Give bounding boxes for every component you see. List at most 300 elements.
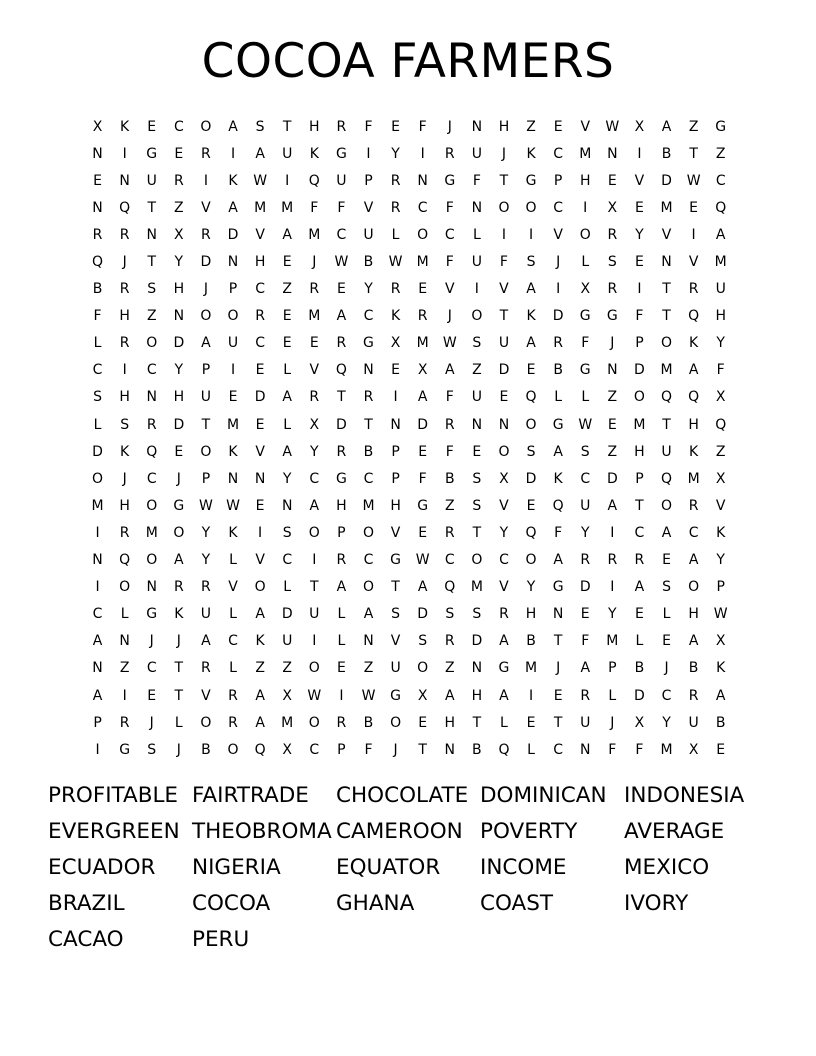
word-list-item: COAST	[480, 891, 554, 916]
grid-letter: T	[174, 660, 184, 677]
grid-letter: I	[285, 172, 290, 189]
grid-letter: R	[390, 172, 401, 189]
grid-letter: L	[229, 606, 237, 623]
grid-letter: I	[528, 226, 534, 243]
grid-letter: R	[444, 145, 455, 162]
grid-letter: A	[553, 443, 563, 460]
grid-letter: A	[228, 118, 238, 135]
grid-letter: J	[664, 660, 669, 677]
grid-row	[84, 465, 735, 492]
grid-letter: R	[688, 687, 699, 704]
grid-letter: W	[686, 172, 701, 189]
grid-letter: C	[688, 524, 699, 541]
grid-letter: A	[336, 579, 347, 596]
grid-letter: J	[176, 741, 181, 758]
grid-letter: O	[308, 524, 320, 541]
grid-letter: I	[637, 281, 642, 298]
grid-letter: E	[526, 714, 536, 731]
grid-letter: E	[526, 362, 536, 379]
grid-letter: V	[201, 199, 211, 216]
grid-letter: E	[174, 145, 184, 162]
grid-letter: T	[201, 416, 211, 433]
grid-letter: J	[447, 308, 452, 325]
grid-letter: V	[634, 172, 645, 189]
grid-letter: J	[610, 714, 615, 731]
grid-letter: N	[607, 145, 618, 162]
grid-letter: U	[471, 145, 482, 162]
grid-letter: U	[580, 714, 591, 731]
grid-letter: J	[176, 633, 181, 650]
grid-letter: G	[498, 660, 510, 677]
grid-letter: K	[390, 308, 401, 325]
grid-letter: E	[228, 389, 238, 406]
grid-letter: M	[660, 199, 673, 216]
grid-letter: F	[635, 741, 644, 758]
grid-letter: L	[581, 254, 590, 271]
grid-letter: L	[662, 606, 671, 623]
grid-letter: W	[442, 335, 457, 352]
grid-letter: O	[308, 714, 320, 731]
grid-letter: F	[418, 470, 427, 487]
grid-letter: T	[310, 579, 319, 596]
grid-letter: F	[93, 308, 102, 325]
grid-letter: R	[201, 579, 211, 596]
grid-letter: N	[227, 254, 239, 271]
grid-letter: C	[282, 552, 293, 569]
grid-letter: E	[93, 172, 102, 189]
grid-letter: I	[258, 524, 263, 541]
grid-letter: K	[689, 443, 699, 460]
grid-letter: Q	[444, 579, 456, 596]
grid-letter: G	[552, 579, 564, 596]
grid-letter: O	[525, 199, 537, 216]
grid-letter: P	[201, 362, 211, 379]
grid-letter: T	[391, 579, 400, 596]
grid-letter: D	[173, 416, 185, 433]
grid-letter: M	[416, 335, 429, 352]
word-list-item: INCOME	[480, 855, 567, 880]
grid-letter: E	[580, 606, 590, 623]
grid-letter: N	[552, 606, 564, 623]
grid-letter: F	[635, 308, 644, 325]
grid-letter: N	[146, 226, 157, 243]
grid-letter: E	[391, 362, 400, 379]
grid-letter: D	[336, 416, 347, 433]
grid-letter: C	[255, 281, 265, 298]
grid-letter: S	[391, 606, 401, 623]
word-list-item: NIGERIA	[192, 855, 281, 880]
letter-grid	[84, 113, 735, 763]
grid-letter: S	[147, 741, 157, 758]
grid-letter: R	[363, 389, 374, 406]
grid-letter: A	[526, 335, 536, 352]
grid-letter: N	[607, 362, 618, 379]
grid-letter: T	[472, 714, 482, 731]
grid-letter: E	[418, 714, 428, 731]
grid-letter: L	[337, 606, 346, 623]
grid-letter: M	[633, 416, 646, 433]
grid-letter: E	[499, 389, 509, 406]
grid-letter: U	[661, 443, 672, 460]
grid-letter: X	[715, 633, 726, 650]
grid-letter: J	[122, 254, 127, 271]
grid-letter: X	[417, 362, 428, 379]
word-list-item: IVORY	[624, 891, 689, 916]
grid-letter: T	[553, 633, 563, 650]
grid-letter: R	[119, 335, 130, 352]
grid-letter: S	[472, 470, 482, 487]
grid-letter: Z	[363, 660, 374, 677]
grid-letter: B	[363, 443, 374, 460]
grid-letter: I	[366, 145, 371, 162]
grid-letter: G	[552, 416, 564, 433]
grid-letter: E	[147, 687, 157, 704]
grid-letter: C	[255, 335, 265, 352]
grid-letter: H	[688, 416, 699, 433]
grid-letter: I	[528, 687, 534, 704]
grid-letter: T	[418, 741, 427, 758]
grid-letter: H	[173, 389, 185, 406]
grid-letter: F	[445, 443, 454, 460]
grid-letter: X	[282, 687, 292, 704]
grid-letter: N	[498, 416, 510, 433]
grid-letter: T	[174, 687, 184, 704]
grid-letter: Q	[119, 199, 131, 216]
grid-letter: J	[203, 281, 208, 298]
grid-letter: I	[95, 741, 100, 758]
grid-letter: V	[715, 497, 726, 514]
grid-letter: D	[634, 362, 645, 379]
grid-letter: L	[581, 389, 590, 406]
grid-letter: N	[390, 416, 401, 433]
grid-letter: A	[255, 687, 265, 704]
grid-letter: Y	[716, 335, 725, 352]
grid-letter: S	[662, 579, 671, 596]
grid-letter: X	[688, 741, 699, 758]
grid-letter: A	[92, 633, 103, 650]
grid-letter: L	[337, 633, 346, 650]
grid-letter: T	[364, 416, 373, 433]
grid-letter: M	[226, 416, 240, 433]
grid-letter: S	[580, 443, 590, 460]
word-list-item: FAIRTRADE	[192, 783, 309, 808]
grid-letter: R	[553, 335, 563, 352]
grid-letter: N	[363, 633, 374, 650]
grid-letter: C	[363, 552, 374, 569]
grid-letter: D	[606, 470, 618, 487]
word-list	[48, 778, 768, 958]
grid-letter: A	[201, 335, 211, 352]
grid-letter: F	[364, 741, 373, 758]
grid-letter: M	[145, 524, 158, 541]
grid-letter: X	[390, 335, 401, 352]
grid-letter: Q	[715, 199, 727, 216]
grid-letter: M	[281, 199, 294, 216]
grid-letter: O	[308, 660, 320, 677]
grid-letter: Q	[661, 389, 673, 406]
grid-letter: K	[526, 145, 536, 162]
page-title: COCOA FARMERS	[201, 34, 615, 89]
grid-row	[84, 194, 735, 221]
grid-letter: E	[418, 281, 428, 298]
grid-letter: Y	[310, 443, 319, 460]
grid-letter: O	[579, 226, 591, 243]
word-list-item: EVERGREEN	[48, 819, 180, 844]
grid-letter: S	[607, 254, 617, 271]
grid-letter: D	[634, 687, 645, 704]
grid-letter: F	[364, 118, 373, 135]
grid-letter: P	[391, 470, 400, 487]
grid-letter: J	[610, 335, 615, 352]
grid-row	[84, 411, 735, 438]
grid-letter: L	[554, 389, 563, 406]
grid-letter: U	[390, 660, 401, 677]
grid-letter: N	[471, 199, 483, 216]
grid-letter: G	[390, 552, 401, 569]
grid-letter: Y	[174, 254, 184, 271]
grid-letter: L	[229, 660, 237, 677]
grid-letter: M	[308, 308, 321, 325]
grid-letter: F	[337, 199, 346, 216]
grid-row	[84, 276, 735, 303]
grid-letter: Y	[364, 281, 373, 298]
grid-letter: E	[634, 254, 644, 271]
grid-row	[84, 167, 735, 194]
grid-letter: R	[607, 281, 618, 298]
grid-letter: R	[201, 226, 211, 243]
grid-letter: H	[173, 281, 185, 298]
grid-letter: I	[583, 199, 588, 216]
grid-letter: E	[174, 443, 184, 460]
grid-letter: Q	[335, 362, 347, 379]
grid-letter: E	[607, 172, 617, 189]
grid-letter: V	[499, 579, 509, 596]
grid-letter: L	[283, 416, 292, 433]
grid-letter: O	[471, 552, 483, 569]
grid-letter: B	[472, 741, 482, 758]
grid-letter: V	[255, 443, 265, 460]
grid-letter: R	[309, 281, 320, 298]
grid-letter: A	[92, 687, 103, 704]
grid-letter: E	[553, 118, 563, 135]
grid-letter: O	[200, 714, 212, 731]
grid-letter: R	[173, 579, 184, 596]
word-list-item: PERU	[192, 927, 250, 952]
grid-letter: K	[120, 118, 130, 135]
grid-row	[84, 547, 735, 574]
grid-letter: Z	[444, 660, 455, 677]
grid-letter: C	[309, 470, 320, 487]
grid-letter: A	[417, 389, 428, 406]
grid-letter: Z	[119, 660, 130, 677]
grid-letter: K	[228, 443, 238, 460]
grid-letter: R	[336, 443, 347, 460]
grid-letter: R	[92, 226, 103, 243]
grid-letter: Q	[525, 524, 537, 541]
grid-letter: C	[336, 226, 347, 243]
grid-letter: T	[472, 524, 482, 541]
grid-letter: O	[119, 579, 131, 596]
grid-letter: A	[255, 714, 265, 731]
grid-letter: B	[92, 281, 103, 298]
grid-row	[84, 601, 735, 628]
grid-letter: G	[146, 145, 158, 162]
grid-letter: D	[417, 606, 429, 623]
grid-letter: R	[444, 416, 455, 433]
grid-letter: K	[553, 470, 563, 487]
grid-letter: G	[173, 497, 185, 514]
grid-letter: B	[201, 741, 211, 758]
grid-letter: R	[580, 552, 591, 569]
grid-letter: V	[255, 226, 265, 243]
grid-letter: D	[92, 443, 103, 460]
grid-letter: X	[607, 199, 618, 216]
grid-letter: K	[120, 443, 130, 460]
grid-letter: P	[635, 470, 644, 487]
grid-letter: V	[309, 362, 320, 379]
grid-letter: Q	[119, 552, 131, 569]
grid-letter: V	[255, 552, 265, 569]
grid-row	[84, 330, 735, 357]
grid-letter: X	[499, 470, 509, 487]
word-list-item: INDONESIA	[624, 783, 745, 808]
grid-letter: Q	[715, 416, 727, 433]
grid-letter: A	[228, 199, 238, 216]
grid-letter: M	[660, 362, 673, 379]
grid-row	[84, 303, 735, 330]
grid-letter: V	[499, 497, 509, 514]
grid-letter: I	[393, 389, 398, 406]
grid-letter: Z	[526, 118, 536, 135]
grid-letter: I	[339, 687, 344, 704]
grid-letter: R	[336, 714, 347, 731]
grid-letter: A	[526, 281, 536, 298]
grid-letter: A	[634, 579, 645, 596]
grid-letter: A	[688, 362, 699, 379]
grid-letter: B	[363, 714, 374, 731]
grid-letter: U	[688, 714, 699, 731]
grid-letter: A	[417, 579, 428, 596]
grid-letter: E	[255, 416, 265, 433]
grid-letter: C	[553, 145, 564, 162]
grid-letter: N	[173, 308, 185, 325]
grid-letter: R	[417, 308, 428, 325]
grid-letter: D	[200, 254, 212, 271]
grid-letter: G	[715, 118, 727, 135]
grid-letter: M	[91, 497, 104, 514]
grid-letter: M	[687, 470, 700, 487]
grid-letter: L	[229, 552, 237, 569]
grid-letter: X	[634, 118, 645, 135]
grid-letter: P	[553, 172, 563, 189]
grid-letter: O	[227, 741, 239, 758]
grid-letter: E	[255, 362, 265, 379]
grid-letter: S	[526, 443, 536, 460]
grid-letter: V	[688, 254, 699, 271]
grid-letter: T	[337, 389, 346, 406]
grid-letter: K	[228, 172, 238, 189]
grid-letter: O	[146, 552, 158, 569]
grid-letter: P	[635, 335, 644, 352]
grid-letter: Y	[201, 524, 211, 541]
grid-letter: J	[312, 254, 317, 271]
word-list-item: PROFITABLE	[48, 783, 179, 808]
grid-letter: R	[201, 145, 211, 162]
grid-letter: T	[662, 416, 671, 433]
grid-letter: C	[146, 660, 157, 677]
grid-letter: O	[200, 118, 212, 135]
grid-letter: F	[445, 254, 454, 271]
grid-letter: Q	[92, 254, 104, 271]
grid-letter: M	[416, 254, 429, 271]
grid-letter: G	[119, 741, 131, 758]
grid-letter: B	[553, 362, 563, 379]
grid-letter: E	[716, 741, 726, 758]
grid-letter: Y	[608, 606, 617, 623]
grid-letter: C	[173, 118, 184, 135]
grid-row	[84, 519, 735, 546]
grid-letter: Y	[662, 714, 671, 731]
grid-letter: S	[93, 389, 102, 406]
grid-letter: N	[471, 660, 483, 677]
grid-letter: Y	[635, 226, 644, 243]
grid-letter: F	[554, 524, 563, 541]
grid-letter: E	[634, 606, 644, 623]
word-list-item: POVERTY	[480, 819, 578, 844]
grid-letter: L	[527, 741, 535, 758]
grid-letter: R	[201, 660, 211, 677]
grid-letter: U	[227, 335, 239, 352]
grid-letter: E	[309, 335, 319, 352]
grid-letter: S	[282, 524, 292, 541]
grid-letter: R	[688, 281, 699, 298]
grid-letter: L	[283, 579, 292, 596]
word-list-item: ECUADOR	[48, 855, 156, 880]
grid-row	[84, 682, 735, 709]
grid-letter: C	[92, 606, 103, 623]
grid-letter: H	[579, 172, 591, 189]
grid-letter: I	[691, 226, 696, 243]
grid-letter: R	[499, 606, 509, 623]
grid-letter: W	[605, 118, 620, 135]
grid-letter: F	[581, 633, 590, 650]
grid-letter: C	[309, 741, 320, 758]
grid-letter: H	[119, 389, 130, 406]
grid-letter: D	[417, 416, 429, 433]
grid-letter: S	[472, 606, 482, 623]
grid-letter: S	[472, 497, 482, 514]
grid-letter: T	[635, 497, 644, 514]
grid-letter: D	[173, 335, 185, 352]
grid-row	[84, 357, 735, 384]
grid-letter: D	[661, 172, 672, 189]
grid-letter: A	[661, 118, 672, 135]
grid-letter: S	[418, 633, 428, 650]
grid-letter: L	[174, 714, 183, 731]
grid-letter: G	[390, 687, 401, 704]
grid-letter: A	[282, 443, 292, 460]
grid-letter: R	[607, 226, 618, 243]
grid-letter: C	[146, 362, 157, 379]
grid-letter: N	[471, 118, 483, 135]
grid-letter: N	[363, 362, 374, 379]
grid-letter: M	[470, 579, 483, 596]
grid-letter: L	[391, 226, 400, 243]
grid-letter: T	[147, 199, 157, 216]
grid-letter: F	[499, 254, 508, 271]
grid-letter: X	[634, 714, 645, 731]
grid-letter: C	[417, 199, 428, 216]
